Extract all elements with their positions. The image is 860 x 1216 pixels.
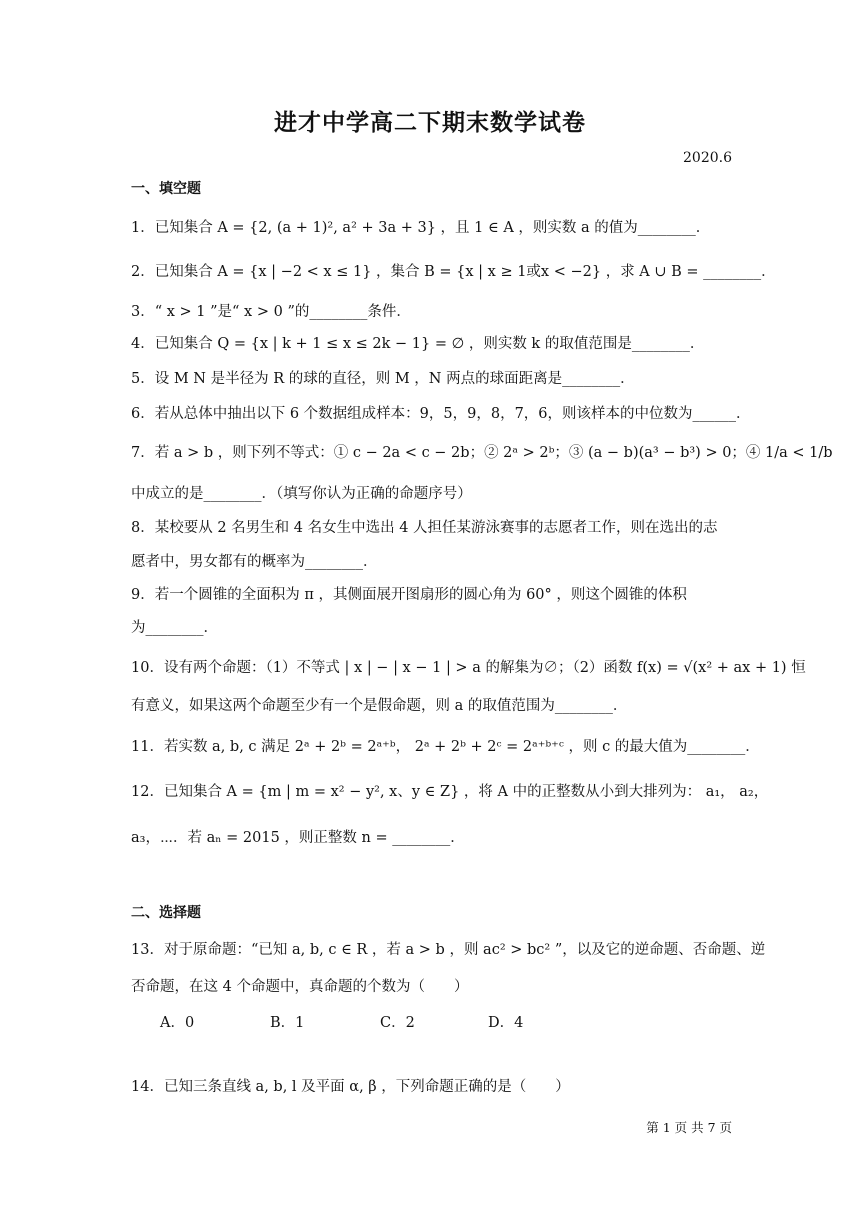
question-9: 9．若一个圆锥的全面积为 π ，其侧面展开图扇形的圆心角为 60° ，则这个圆锥的体积 bbox=[131, 587, 687, 603]
question-4: 4．已知集合 Q = {x | k + 1 ≤ x ≤ 2k − 1} = ∅ ，则实数 k 的取值范围是________． bbox=[131, 336, 705, 352]
question-13-option-a: A．0 bbox=[160, 1015, 195, 1031]
section-heading-fill-in: 一、填空题 bbox=[131, 181, 201, 197]
section-heading-multiple-choice: 二、选择题 bbox=[131, 905, 201, 921]
question-7: 7．若 a > b ，则下列不等式：① c − 2a < c − 2b；② 2ᵃ > 2ᵇ；③ (a − b)(a³ − b³) > 0；④ 1/a < 1/b bbox=[131, 445, 833, 461]
question-12: 12．已知集合 A = {m | m = x² − y², x、y ∈ Z} ，将 A 中的正整数从小到大排列为： a₁， a₂， bbox=[131, 784, 769, 800]
question-14: 14．已知三条直线 a, b, l 及平面 α, β ，下列命题正确的是（ ） bbox=[131, 1079, 570, 1095]
question-8-continued: 愿者中，男女都有的概率为________． bbox=[131, 554, 378, 570]
question-1: 1．已知集合 A = {2, (a + 1)², a² + 3a + 3} ，且 1 ∈ A ，则实数 a 的值为________． bbox=[131, 220, 711, 236]
question-9-continued: 为________． bbox=[131, 620, 218, 636]
question-13-continued: 否命题，在这 4 个命题中，真命题的个数为（ ） bbox=[131, 979, 469, 995]
exam-date: 2020.6 bbox=[683, 150, 732, 166]
question-12-continued: a₃，⋯．若 aₙ = 2015 ，则正整数 n = ________． bbox=[131, 830, 465, 846]
question-11: 11．若实数 a, b, c 满足 2ᵃ + 2ᵇ = 2ᵃ⁺ᵇ， 2ᵃ + 2ᵇ + 2ᶜ = 2ᵃ⁺ᵇ⁺ᶜ ，则 c 的最大值为________． bbox=[131, 739, 760, 755]
question-3: 3．“ x > 1 ”是“ x > 0 ”的________条件． bbox=[131, 304, 411, 320]
question-10: 10．设有两个命题：（1）不等式 | x | − | x − 1 | > a 的解集为∅；（2）函数 f(x) = √(x² + ax + 1) 恒 bbox=[131, 660, 806, 676]
question-8: 8．某校要从 2 名男生和 4 名女生中选出 4 人担任某游泳赛事的志愿者工作，则在选出的志 bbox=[131, 520, 718, 536]
question-5: 5．设 M N 是半径为 R 的球的直径，则 M ，N 两点的球面距离是________． bbox=[131, 371, 635, 387]
question-7-continued: 中成立的是________．（填写你认为正确的命题序号） bbox=[131, 486, 472, 502]
question-13-option-b: B．1 bbox=[270, 1015, 305, 1031]
page-footer: 第 1 页 共 7 页 bbox=[646, 1120, 732, 1135]
question-6: 6．若从总体中抽出以下 6 个数据组成样本：9，5，9，8，7，6，则该样本的中位数为______． bbox=[131, 406, 751, 422]
question-13: 13．对于原命题：“已知 a, b, c ∈ R ，若 a > b ，则 ac² > bc² ”，以及它的逆命题、否命题、逆 bbox=[131, 942, 766, 958]
question-13-option-c: C．2 bbox=[380, 1015, 415, 1031]
question-10-continued: 有意义，如果这两个命题至少有一个是假命题，则 a 的取值范围为________． bbox=[131, 698, 628, 714]
question-13-option-d: D．4 bbox=[488, 1015, 524, 1031]
question-2: 2．已知集合 A = {x | −2 < x ≤ 1} ，集合 B = {x | x ≥ 1或x < −2} ，求 A ∪ B = ________． bbox=[131, 264, 776, 280]
page-title: 进才中学高二下期末数学试卷 bbox=[274, 110, 586, 136]
